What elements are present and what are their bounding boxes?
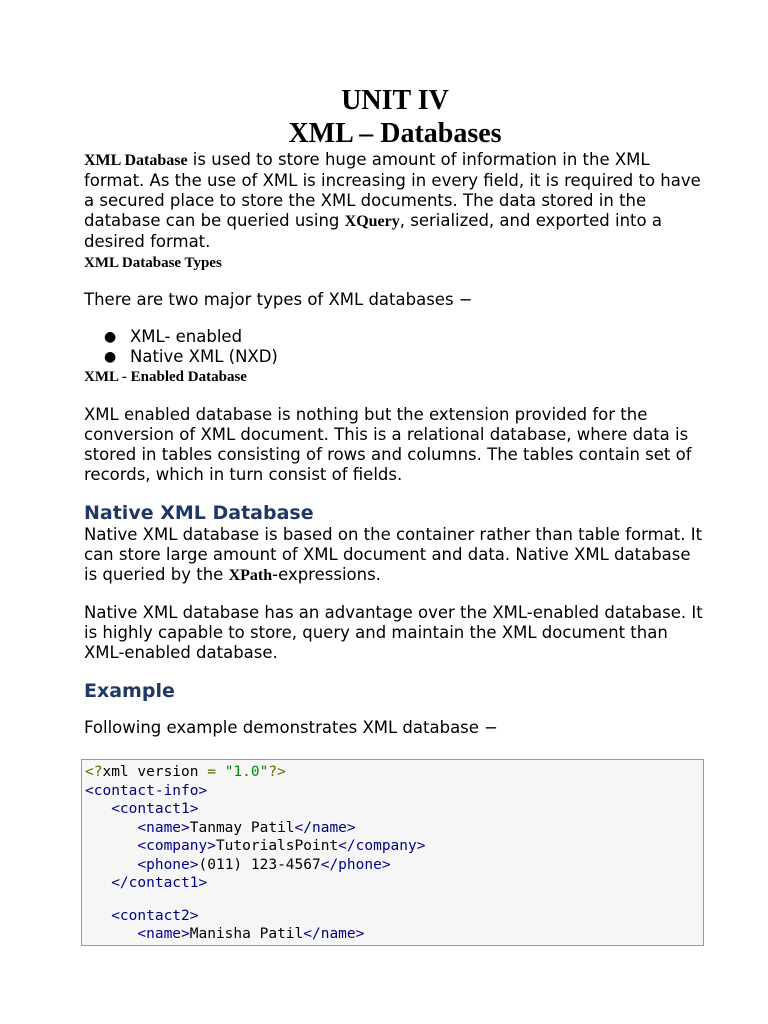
code-line: <contact1>: [85, 801, 199, 817]
unit-title: [84, 84, 706, 150]
native-term-xpath: XPath: [228, 567, 273, 584]
document-page: [84, 84, 706, 738]
types-lead: There are two major types of XML databases −: [84, 290, 473, 309]
enabled-paragraph: XML enabled database is nothing but the extension provided for the conversion of XML document. This is a relational database, where data is stored in tables consisting of rows and columns. The tables contain set of records, which in turn consist of fields.: [84, 405, 692, 484]
intro-term: XML Database: [84, 152, 188, 169]
example-heading: Example: [84, 680, 175, 702]
types-list: [84, 327, 706, 367]
code-line: <contact2>: [85, 907, 199, 924]
list-item: ● XML- enabled: [104, 327, 243, 346]
bullet-icon: ●: [104, 329, 117, 345]
bullet-icon: ●: [104, 349, 117, 365]
unit-title-line2: XML – Databases: [288, 118, 502, 149]
unit-title-line1: UNIT IV: [341, 85, 449, 116]
code-blank-line: [85, 893, 703, 907]
intro-paragraph: XML Database is used to store huge amount of information in the XML format. As the use of XML is increasing in every field, it is required to have a secured place to store the XML documents. The data stored in the database can be queried using XQuery, serialized, and exported into a desired format.: [84, 150, 701, 251]
enabled-heading: XML - Enabled Database: [84, 369, 247, 385]
code-line: <phone>(011) 123-4567</phone>: [85, 856, 391, 873]
code-line: <name>Manisha Patil</name>: [85, 926, 365, 942]
example-lead: Following example demonstrates XML database −: [84, 718, 498, 737]
code-line: <name>Tanmay Patil</name>: [85, 819, 356, 836]
native-paragraph-1: Native XML database is based on the container rather than table format. It can store large amount of XML document and data. Native XML database is queried by the XPath-expressions.: [84, 525, 703, 584]
code-line: </contact1>: [85, 875, 208, 891]
list-item: ● Native XML (NXD): [104, 347, 278, 366]
intro-term-xquery: XQuery: [344, 213, 400, 230]
native-paragraph-2: Native XML database has an advantage over the XML-enabled database. It is highly capable to store, query and maintain the XML document than XML-enabled database.: [84, 603, 703, 662]
native-heading: Native XML Database: [84, 502, 314, 524]
code-block: [81, 759, 704, 946]
code-line: <?xml version = "1.0"?>: [85, 764, 286, 780]
types-heading: XML Database Types: [84, 255, 222, 271]
code-line: <company>TutorialsPoint</company>: [85, 838, 426, 854]
code-line: <contact-info>: [85, 782, 208, 799]
